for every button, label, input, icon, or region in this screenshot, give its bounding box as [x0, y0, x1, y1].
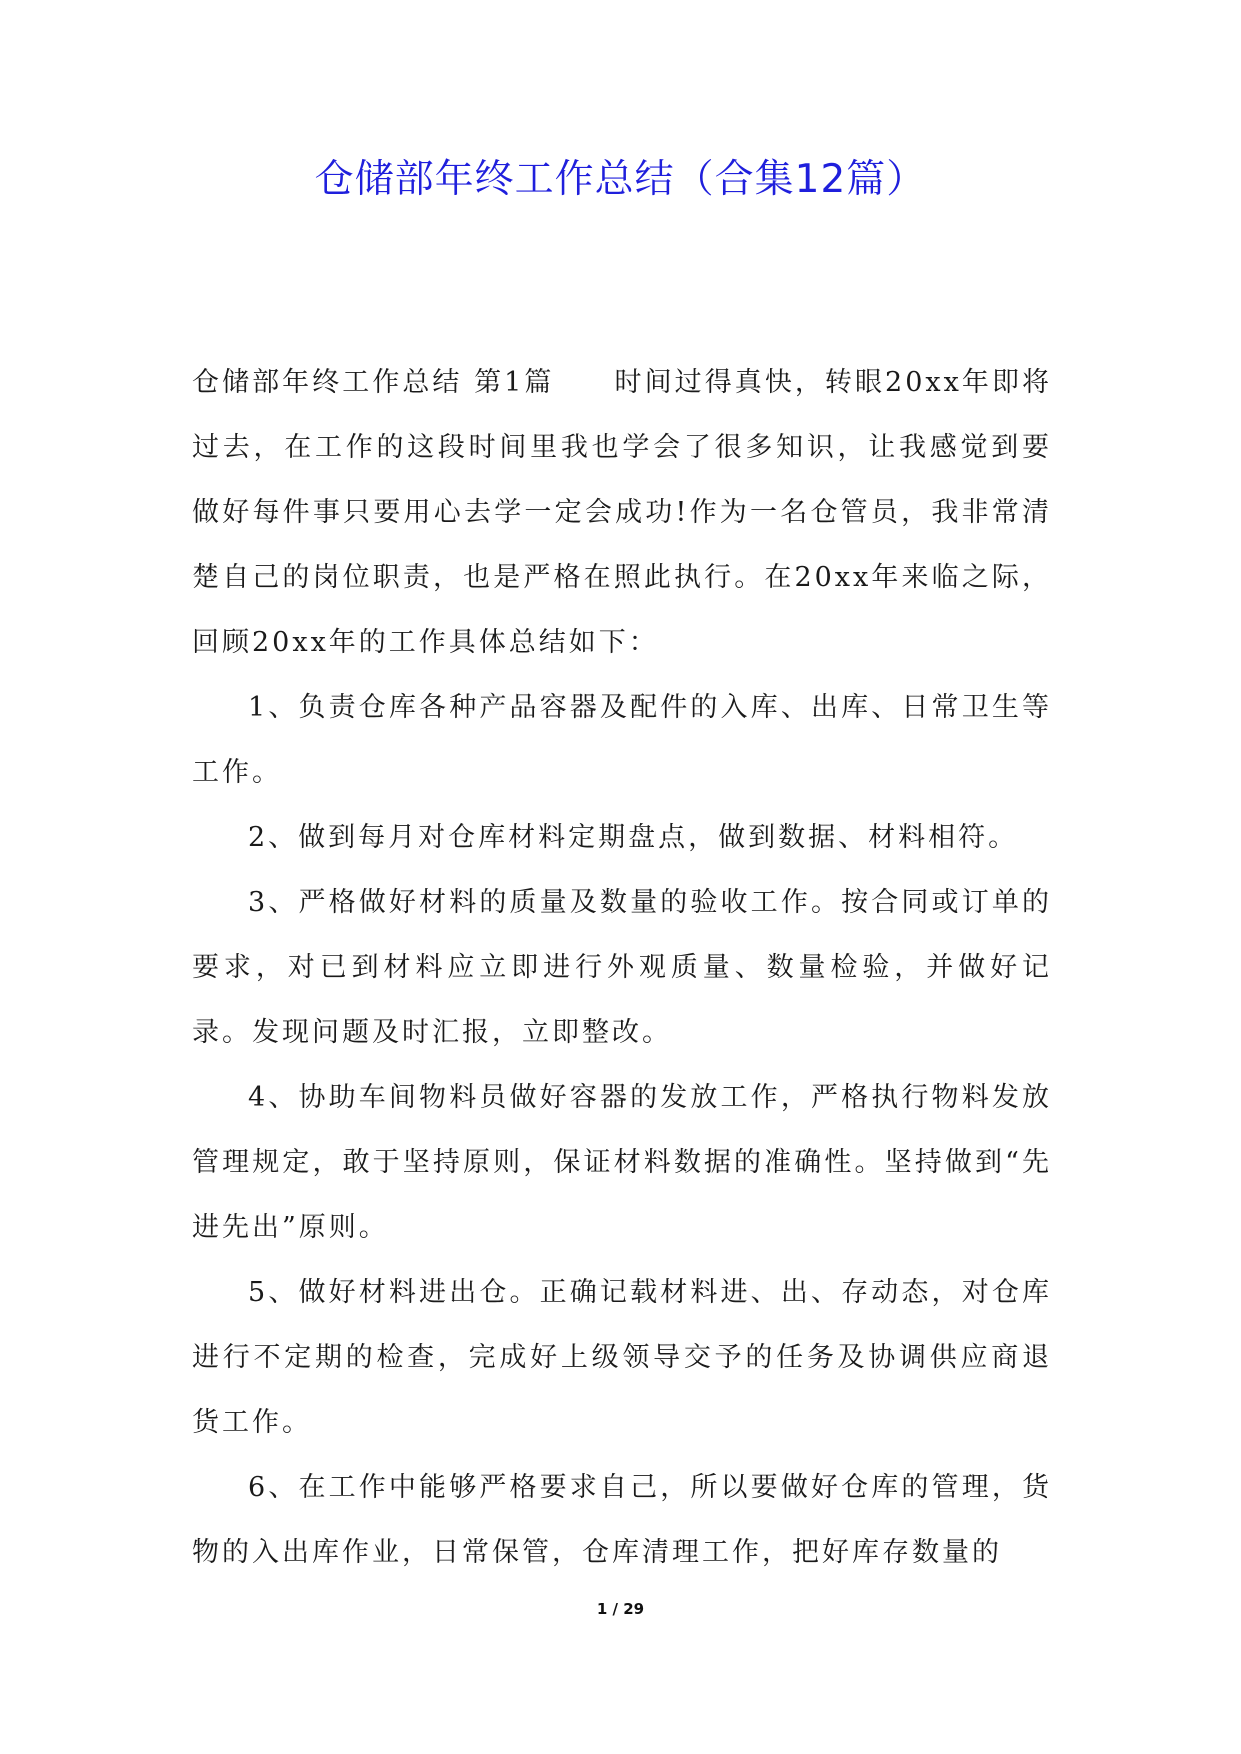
paragraph-item-2: 2、做到每月对仓库材料定期盘点，做到数据、材料相符。	[248, 822, 1019, 853]
document-body	[192, 350, 1052, 1585]
paragraph-item-5: 5、做好材料进出仓。正确记载材料进、出、存动态，对仓库进行不定期的检查，完成好上级领导交予的任务及协调供应商退货工作。	[192, 1277, 1052, 1438]
paragraph-item-3: 3、严格做好材料的质量及数量的验收工作。按合同或订单的要求，对已到材料应立即进行外观质量、数量检验，并做好记录。发现问题及时汇报，立即整改。	[192, 887, 1052, 1048]
paragraph-item-6: 6、在工作中能够严格要求自己，所以要做好仓库的管理，货物的入出库作业，日常保管，仓库清理工作，把好库存数量的	[192, 1472, 1052, 1568]
paragraph-intro: 仓储部年终工作总结 第1篇 时间过得真快，转眼20xx年即将过去，在工作的这段时间里我也学会了很多知识，让我感觉到要做好每件事只要用心去学一定会成功!作为一名仓管员，我非常清楚自己的岗位职责，也是严格在照此执行。在20xx年来临之际，回顾20xx年的工作具体总结如下：	[192, 367, 1052, 658]
paragraph-item-1: 1、负责仓库各种产品容器及配件的入库、出库、日常卫生等工作。	[192, 692, 1052, 788]
page-number: 1 / 29	[596, 1600, 645, 1618]
paragraph-item-4: 4、协助车间物料员做好容器的发放工作，严格执行物料发放管理规定，敢于坚持原则，保证材料数据的准确性。坚持做到“先进先出”原则。	[192, 1082, 1052, 1243]
document-title: 仓储部年终工作总结（合集12篇）	[314, 157, 927, 202]
